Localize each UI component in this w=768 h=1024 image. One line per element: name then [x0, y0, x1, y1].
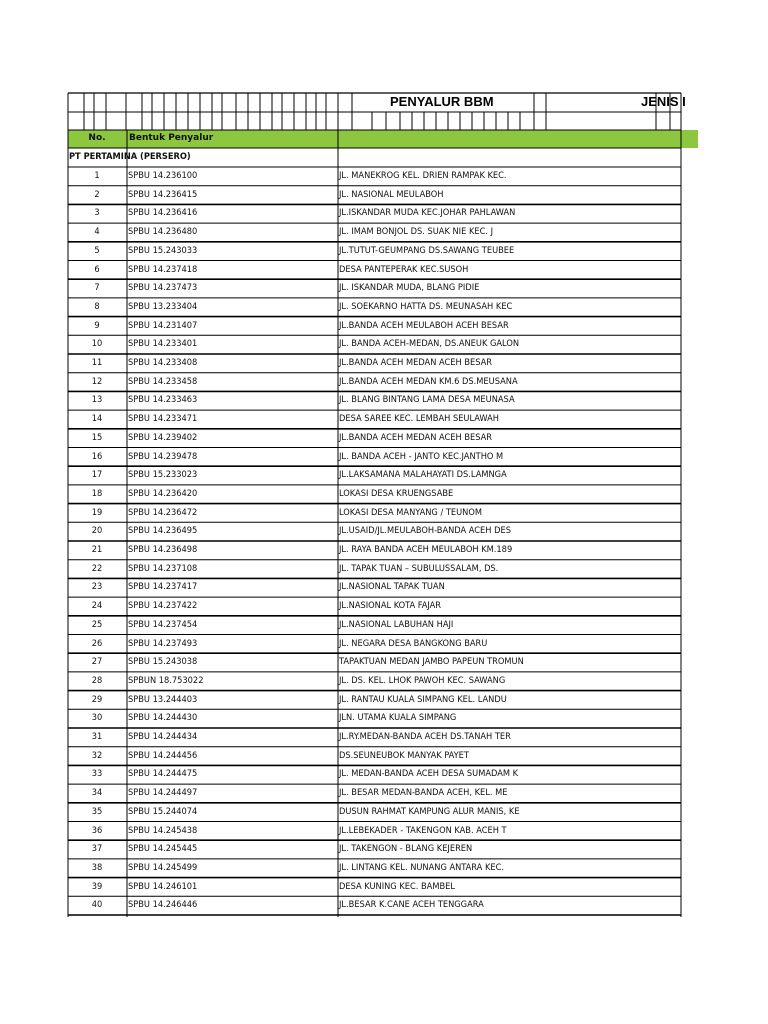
row-alamat: LOKASI DESA MANYANG / TEUNOM [339, 506, 482, 518]
row-bentuk-penyalur: SPBU 14.239478 [128, 450, 198, 462]
row-alamat: JL. MANEKROG KEL. DRIEN RAMPAK KEC. [339, 170, 507, 181]
row-alamat: DESA KUNING KEC. BAMBEL [339, 880, 455, 892]
row-number: 38 [91, 861, 103, 873]
row-alamat: JL.ISKANDAR MUDA KEC.JOHAR PAHLAWAN [339, 207, 516, 219]
row-alamat: JL.BANDA ACEH MEULABOH ACEH BESAR [339, 319, 509, 331]
row-bentuk-penyalur: SPBUN 18.753022 [128, 674, 204, 686]
row-alamat: JL.NASIONAL TAPAK TUAN [339, 581, 445, 593]
row-number: 40 [91, 899, 103, 911]
row-bentuk-penyalur: SPBU 14.237417 [128, 581, 198, 593]
row-bentuk-penyalur: SPBU 15.244074 [128, 805, 198, 817]
row-number: 13 [91, 394, 103, 406]
row-number: 16 [91, 450, 103, 462]
row-number: 35 [91, 805, 103, 817]
row-bentuk-penyalur: SPBU 15.243033 [128, 244, 198, 256]
row-bentuk-penyalur: SPBU 14.244456 [128, 749, 198, 761]
row-bentuk-penyalur: SPBU 14.244430 [128, 712, 198, 724]
row-bentuk-penyalur: SPBU 14.236420 [128, 487, 198, 499]
row-alamat: JL. DS. KEL. LHOK PAWOH KEC. SAWANG [339, 674, 506, 686]
row-number: 12 [91, 375, 103, 387]
row-alamat: JL. TAPAK TUAN – SUBULUSSALAM, DS. [339, 562, 499, 574]
row-number: 1 [94, 170, 100, 181]
row-number: 18 [91, 487, 103, 499]
row-number: 26 [91, 637, 103, 649]
row-bentuk-penyalur: SPBU 14.236415 [128, 188, 198, 200]
row-bentuk-penyalur: SPBU 14.237418 [128, 263, 198, 275]
row-alamat: JL.USAID/JL.MEULABOH-BANDA ACEH DES [339, 525, 511, 537]
row-number: 3 [94, 207, 100, 219]
row-bentuk-penyalur: SPBU 13.244403 [128, 693, 198, 705]
row-alamat: DESA PANTEPERAK KEC.SUSOH [339, 263, 469, 275]
row-number: 8 [94, 300, 100, 312]
row-alamat: DESA SAREE KEC. LEMBAH SEULAWAH [339, 413, 499, 425]
row-alamat: JL. LINTANG KEL. NUNANG ANTARA KEC. [339, 861, 504, 873]
row-alamat: JL. BANDA ACEH-MEDAN, DS.ANEUK GALON [339, 338, 520, 350]
row-number: 9 [94, 319, 100, 331]
row-bentuk-penyalur: SPBU 14.239402 [128, 431, 198, 443]
row-number: 25 [91, 618, 103, 630]
row-alamat: JL. RAYA BANDA ACEH MEULABOH KM.189 [339, 544, 513, 555]
row-alamat: LOKASI DESA KRUENGSABE [339, 487, 454, 499]
row-bentuk-penyalur: SPBU 14.236100 [128, 170, 198, 181]
row-number: 37 [91, 843, 103, 855]
row-number: 6 [94, 263, 100, 275]
row-number: 19 [91, 506, 103, 518]
row-number: 33 [91, 768, 103, 780]
row-bentuk-penyalur: SPBU 14.237108 [128, 562, 198, 574]
row-bentuk-penyalur: SPBU 14.244434 [128, 731, 198, 742]
row-alamat: JL. BLANG BINTANG LAMA DESA MEUNASA [339, 394, 515, 406]
row-bentuk-penyalur: SPBU 14.246446 [128, 899, 198, 911]
row-bentuk-penyalur: SPBU 14.233458 [128, 375, 198, 387]
row-number: 34 [91, 787, 103, 799]
row-alamat: JL. BESAR MEDAN-BANDA ACEH, KEL. ME [339, 787, 508, 799]
row-alamat: JL. SOEKARNO HATTA DS. MEUNASAH KEC [339, 300, 513, 312]
row-alamat: JL.BANDA ACEH MEDAN KM.6 DS.MEUSANA [339, 375, 518, 387]
row-alamat: JL.BANDA ACEH MEDAN ACEH BESAR [339, 357, 493, 368]
row-number: 4 [94, 226, 100, 238]
row-alamat: JL.BANDA ACEH MEDAN ACEH BESAR [339, 431, 493, 443]
row-alamat: JL. ISKANDAR MUDA, BLANG PIDIE [339, 282, 480, 294]
row-bentuk-penyalur: SPBU 14.244475 [128, 768, 198, 780]
row-bentuk-penyalur: SPBU 14.244497 [128, 787, 198, 799]
row-bentuk-penyalur: SPBU 14.233408 [128, 357, 198, 368]
row-number: 15 [91, 431, 103, 443]
row-alamat: JL. NASIONAL MEULABOH [339, 188, 444, 200]
row-alamat: JL. IMAM BONJOL DS. SUAK NIE KEC. J [339, 226, 494, 238]
row-number: 17 [91, 469, 103, 481]
row-bentuk-penyalur: SPBU 14.245499 [128, 861, 198, 873]
row-number: 28 [91, 674, 103, 686]
row-bentuk-penyalur: SPBU 14.236480 [128, 226, 198, 238]
row-alamat: JL.NASIONAL KOTA FAJAR [339, 600, 442, 612]
row-alamat: JLN. UTAMA KUALA SIMPANG [339, 712, 457, 724]
row-bentuk-penyalur: SPBU 14.236472 [128, 506, 198, 518]
row-alamat: JL.LEBEKADER - TAKENGON KAB. ACEH T [339, 824, 507, 836]
row-alamat: JL. TAKENGON - BLANG KEJEREN [339, 843, 473, 855]
row-number: 10 [91, 338, 103, 350]
row-number: 2 [94, 188, 100, 200]
row-bentuk-penyalur: SPBU 14.236416 [128, 207, 198, 219]
row-number: 11 [91, 357, 103, 368]
row-number: 36 [91, 824, 103, 836]
row-number: 27 [91, 656, 103, 668]
row-number: 22 [91, 562, 103, 574]
row-number: 7 [94, 282, 100, 294]
row-bentuk-penyalur: SPBU 15.243038 [128, 656, 198, 668]
row-number: 5 [94, 244, 100, 256]
row-alamat: DS.SEUNEUBOK MANYAK PAYET [339, 749, 469, 761]
row-alamat: JL. RANTAU KUALA SIMPANG KEL. LANDU [339, 693, 507, 705]
row-bentuk-penyalur: SPBU 13.233404 [128, 300, 198, 312]
row-number: 31 [91, 731, 103, 742]
row-bentuk-penyalur: SPBU 14.236498 [128, 544, 198, 555]
row-bentuk-penyalur: SPBU 14.245438 [128, 824, 198, 836]
row-number: 21 [91, 544, 103, 555]
row-bentuk-penyalur: SPBU 14.233471 [128, 413, 198, 425]
column-header-no: No. [88, 133, 106, 143]
row-bentuk-penyalur: SPBU 14.233401 [128, 338, 198, 350]
row-number: 20 [91, 525, 103, 537]
row-bentuk-penyalur: SPBU 14.233463 [128, 394, 198, 406]
row-number: 30 [91, 712, 103, 724]
row-alamat: JL.LAKSAMANA MALAHAYATI DS.LAMNGA [339, 469, 507, 481]
row-number: 39 [91, 880, 103, 892]
row-bentuk-penyalur: SPBU 14.246101 [128, 880, 198, 892]
row-bentuk-penyalur: SPBU 14.237454 [128, 618, 198, 630]
row-number: 32 [91, 749, 103, 761]
sheet-title-right: JENIS I [641, 94, 686, 109]
row-bentuk-penyalur: SPBU 14.236495 [128, 525, 198, 537]
column-header-bentuk: Bentuk Penyalur [129, 133, 214, 143]
row-bentuk-penyalur: SPBU 15.233023 [128, 469, 198, 481]
section-label: PT PERTAMINA (PERSERO) [69, 151, 191, 162]
row-number: 24 [91, 600, 103, 612]
row-alamat: JL. MEDAN-BANDA ACEH DESA SUMADAM K [339, 768, 519, 780]
row-number: 14 [91, 413, 103, 425]
row-alamat: TAPAKTUAN MEDAN JAMBO PAPEUN TROMUN [339, 656, 524, 668]
row-bentuk-penyalur: SPBU 14.237493 [128, 637, 198, 649]
row-bentuk-penyalur: SPBU 14.245445 [128, 843, 198, 855]
row-alamat: JL.NASIONAL LABUHAN HAJI [339, 618, 454, 630]
row-bentuk-penyalur: SPBU 14.231407 [128, 319, 198, 331]
row-number: 29 [91, 693, 103, 705]
sheet-title: PENYALUR BBM [390, 94, 494, 109]
row-alamat: JL. NEGARA DESA BANGKONG BARU [339, 637, 488, 649]
row-bentuk-penyalur: SPBU 14.237473 [128, 282, 198, 294]
row-alamat: JL. BANDA ACEH - JANTO KEC.JANTHO M [339, 450, 504, 462]
row-number: 23 [91, 581, 103, 593]
row-bentuk-penyalur: SPBU 14.237422 [128, 600, 198, 612]
row-alamat: DUSUN RAHMAT KAMPUNG ALUR MANIS, KE [339, 805, 520, 817]
row-alamat: JL.BESAR K.CANE ACEH TENGGARA [339, 899, 484, 911]
row-alamat: JL.RY.MEDAN-BANDA ACEH DS.TANAH TER [339, 731, 511, 742]
row-alamat: JL.TUTUT-GEUMPANG DS.SAWANG TEUBEE [339, 244, 515, 256]
